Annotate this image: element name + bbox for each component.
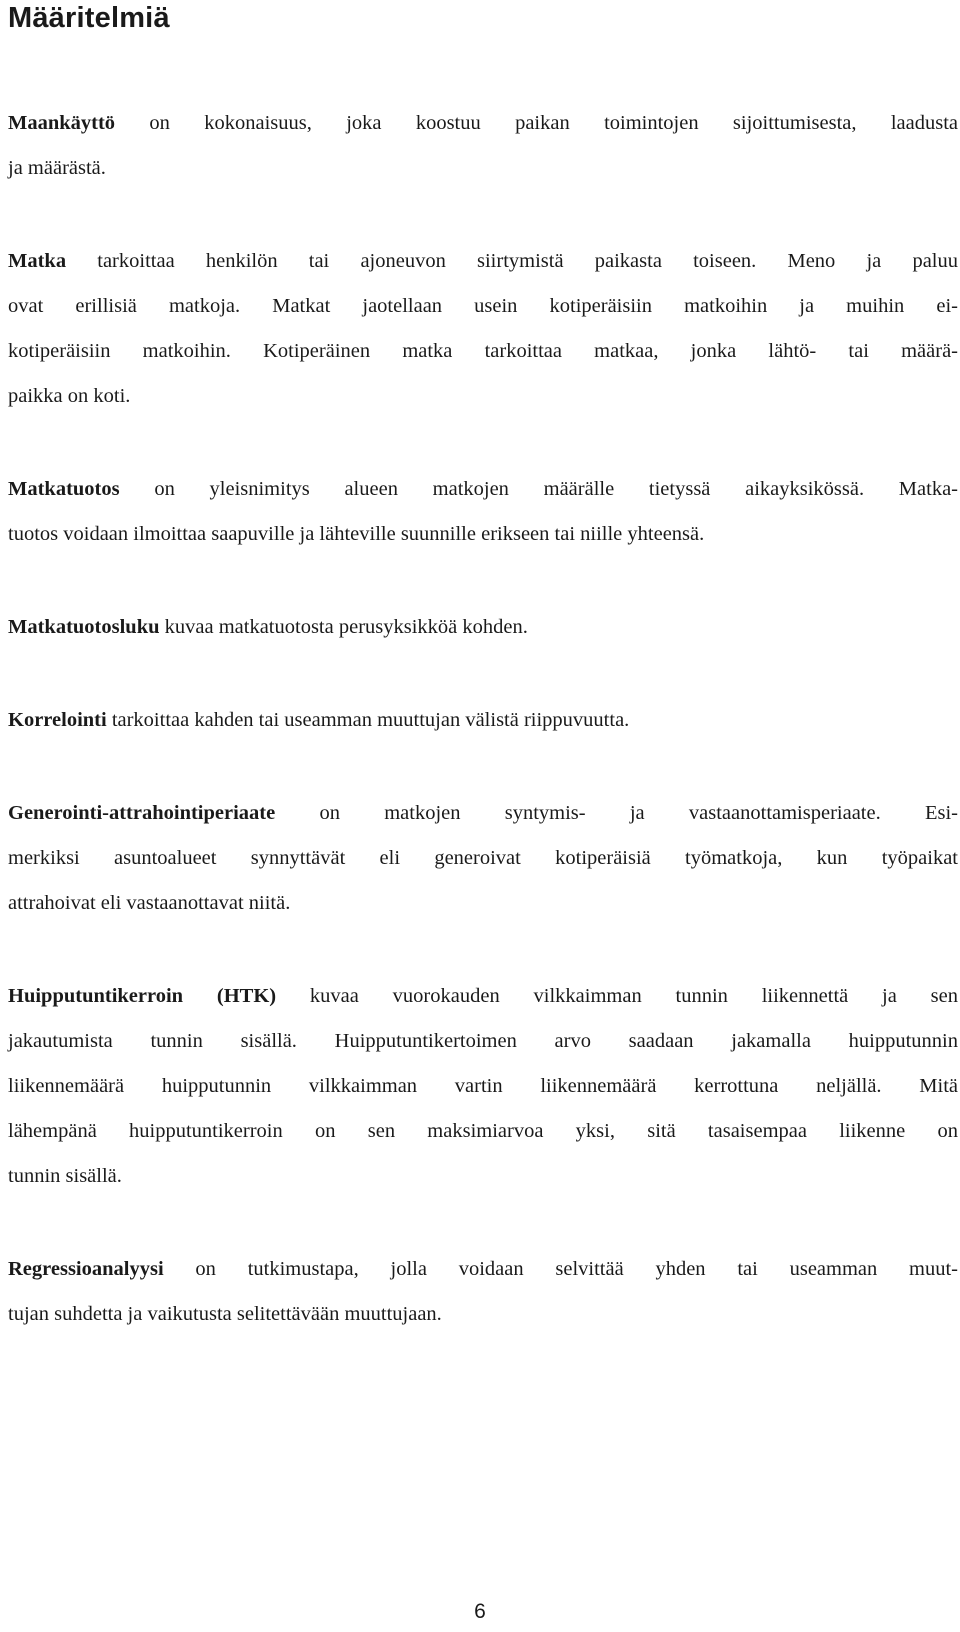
definition-generointi-attrahointiperiaate	[8, 791, 958, 926]
definition-maankaytto	[8, 101, 958, 191]
definition-matka	[8, 239, 958, 419]
definition-line	[8, 239, 958, 284]
definition-text: tarkoittaa kahden tai useamman muuttujan välistä riippuvuutta.	[106, 709, 630, 731]
definition-text: on matkojen syntymis- ja vastaanottamisperiaate. Esi-	[275, 802, 958, 824]
definition-line	[8, 467, 958, 512]
definition-line: liikennemäärä huipputunnin vilkkaimman vartin liikennemäärä kerrottuna neljällä. Mitä	[8, 1075, 958, 1097]
definition-line	[8, 605, 958, 650]
definition-regressioanalyysi	[8, 1247, 958, 1337]
definition-line: attrahoivat eli vastaanottavat niitä.	[8, 892, 291, 914]
definition-line: paikka on koti.	[8, 385, 131, 407]
definition-line: tunnin sisällä.	[8, 1165, 122, 1187]
definition-term: Matka	[8, 250, 67, 272]
definition-huipputuntikerroin	[8, 974, 958, 1199]
definition-line	[8, 101, 958, 146]
definition-matkatuotos	[8, 467, 958, 557]
definition-term: Matkatuotosluku	[8, 616, 160, 638]
definition-term: Huipputuntikerroin (HTK)	[8, 985, 277, 1007]
definition-text: tarkoittaa henkilön tai ajoneuvon siirtymistä paikasta toiseen. Meno ja paluu	[66, 250, 958, 272]
definition-term: Maankäyttö	[8, 112, 116, 134]
definition-term: Matkatuotos	[8, 478, 120, 500]
definition-line: tuotos voidaan ilmoittaa saapuville ja lähteville suunnille erikseen tai niille yhteensä.	[8, 523, 705, 545]
definition-term: Korrelointi	[8, 709, 107, 731]
definition-line: jakautumista tunnin sisällä. Huipputuntikertoimen arvo saadaan jakamalla huipputunnin	[8, 1030, 958, 1052]
definition-line: lähempänä huipputuntikerroin on sen maksimiarvoa yksi, sitä tasaisempaa liikenne on	[8, 1120, 958, 1142]
definition-text: on tutkimustapa, jolla voidaan selvittää yhden tai useamman muut-	[163, 1258, 958, 1280]
definition-text: on yleisnimitys alueen matkojen määrälle tietyssä aikayksikössä. Matka-	[119, 478, 958, 500]
page-title: Määritelmiä	[8, 2, 170, 34]
definition-text: kuvaa vuorokauden vilkkaimman tunnin liikennettä ja sen	[276, 985, 958, 1007]
definition-line: ja määrästä.	[8, 157, 106, 179]
definition-term: Generointi-attrahointiperiaate	[8, 802, 276, 824]
definition-matkatuotosluku	[8, 605, 958, 650]
definition-line	[8, 1247, 958, 1292]
definition-line: ovat erillisiä matkoja. Matkat jaotellaan usein kotiperäisiin matkoihin ja muihin ei-	[8, 295, 958, 317]
definitions-list	[8, 101, 958, 1337]
definition-term: Regressioanalyysi	[8, 1258, 164, 1280]
definition-line: kotiperäisiin matkoihin. Kotiperäinen matka tarkoittaa matkaa, jonka lähtö- tai määrä-	[8, 340, 958, 362]
definition-line: merkiksi asuntoalueet synnyttävät eli generoivat kotiperäisiä työmatkoja, kun työpaikat	[8, 847, 958, 869]
page-number: 6	[474, 1600, 486, 1623]
definition-text: on kokonaisuus, joka koostuu paikan toimintojen sijoittumisesta, laadusta	[115, 112, 958, 134]
definition-line	[8, 698, 958, 743]
definition-korrelointi	[8, 698, 958, 743]
definition-line	[8, 791, 958, 836]
definition-line	[8, 974, 958, 1019]
definition-text: kuvaa matkatuotosta perusyksikköä kohden.	[159, 616, 528, 638]
definition-line: tujan suhdetta ja vaikutusta selitettävään muuttujaan.	[8, 1303, 442, 1325]
